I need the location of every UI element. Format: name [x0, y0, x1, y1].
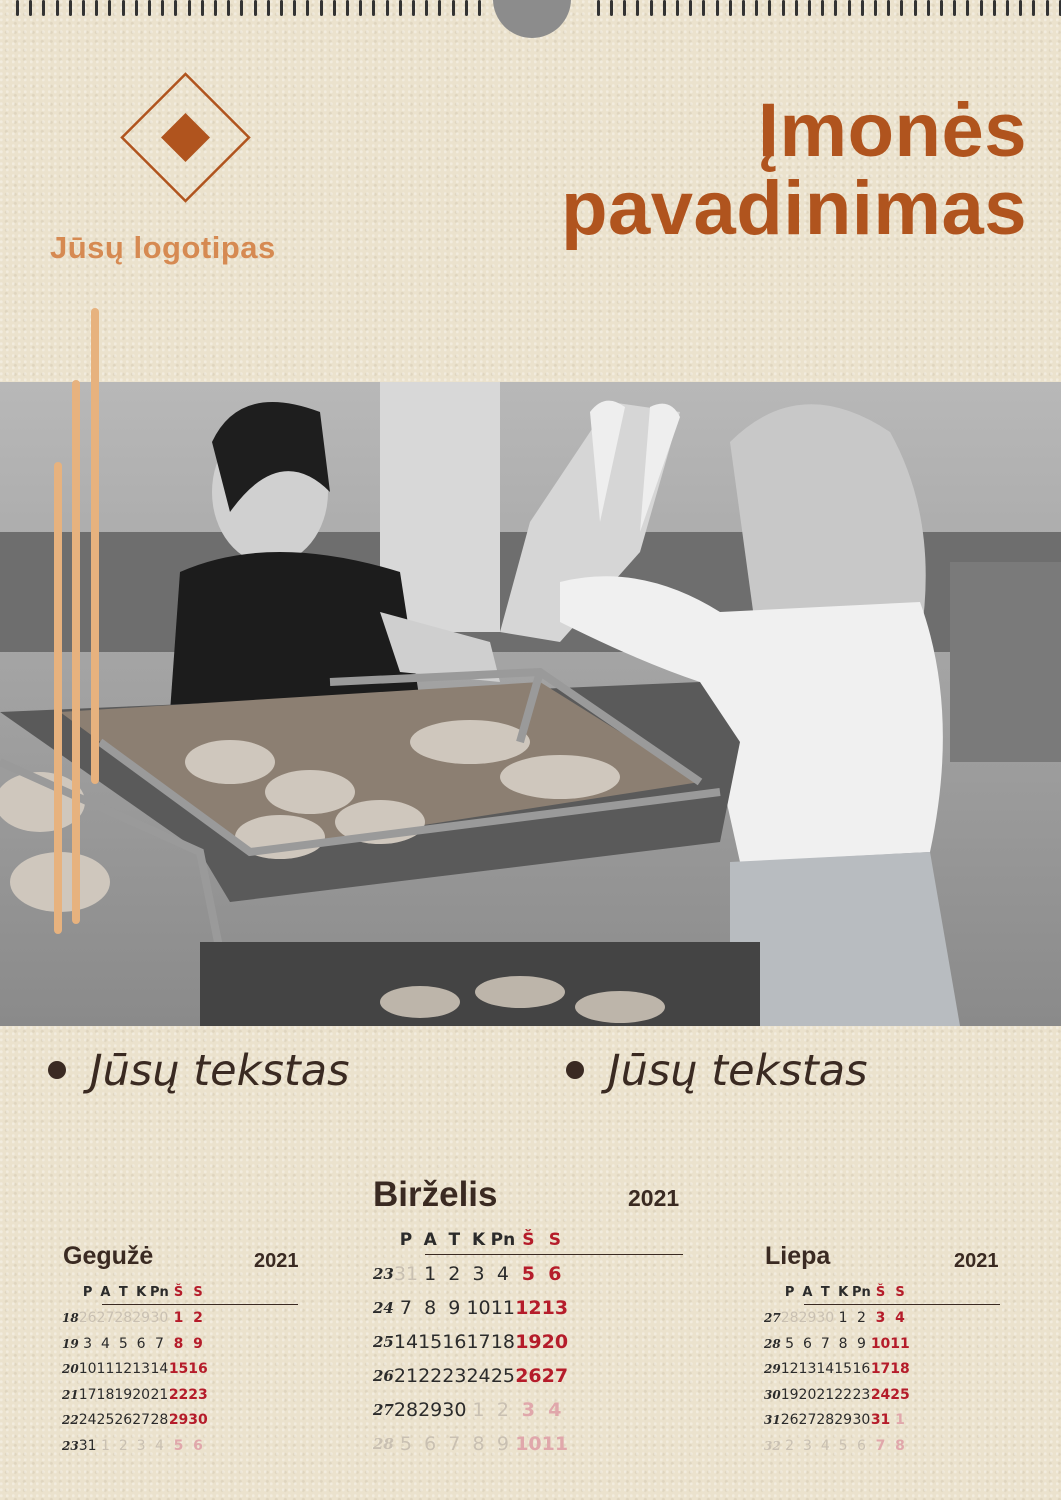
text-block-left	[48, 1046, 350, 1096]
calendar-day: 27	[96, 1310, 115, 1327]
binding-ring	[716, 0, 719, 16]
calendar-day: 11	[890, 1335, 910, 1352]
binding-ring	[161, 0, 164, 16]
binding-ring	[993, 0, 996, 16]
calendar-day: 6	[136, 1335, 146, 1352]
calendar-day: 9	[856, 1335, 866, 1352]
calendar-day: 28	[114, 1310, 133, 1327]
calendar-day: 29	[798, 1310, 817, 1327]
weekday-header: Š	[875, 1285, 886, 1301]
calendar-day: 23	[442, 1365, 467, 1387]
bullet-icon	[48, 1061, 66, 1079]
calendar-day: 10	[78, 1361, 97, 1378]
binding-ring	[900, 0, 903, 16]
binding-ring	[452, 0, 455, 16]
binding-ring	[966, 0, 969, 16]
week-header-blank	[60, 1280, 79, 1306]
calendar-day: 27	[541, 1365, 569, 1387]
calendar-day: 22	[168, 1386, 189, 1403]
binding-ring	[135, 0, 138, 16]
calendar-day: 8	[895, 1437, 905, 1454]
calendar-week-row	[60, 1382, 208, 1408]
weekday-header: K	[471, 1230, 486, 1250]
calendar-day: 28	[150, 1412, 169, 1429]
calendar-day: 22	[418, 1365, 443, 1387]
weekday-header: A	[802, 1285, 813, 1301]
calendar-day: 11	[96, 1361, 115, 1378]
week-number: 27	[373, 1401, 394, 1419]
binding-ring	[887, 0, 890, 16]
calendar-day: 5	[399, 1433, 413, 1455]
calendar-day: 26	[78, 1310, 97, 1327]
calendar-month: Birželis	[373, 1175, 498, 1214]
calendar-day: 2	[496, 1399, 509, 1421]
binding-ring	[782, 0, 785, 16]
weekday-header: T	[118, 1285, 128, 1301]
binding-ring	[201, 0, 204, 16]
calendar-day: 12	[780, 1361, 799, 1378]
calendar-day: 1	[173, 1310, 184, 1327]
calendar-day: 29	[418, 1399, 443, 1421]
calendar-week-row	[60, 1331, 208, 1357]
company-name-line1: Įmonės	[757, 88, 1027, 173]
calendar-day: 12	[114, 1361, 133, 1378]
calendar-day: 27	[132, 1412, 151, 1429]
binding-ring	[42, 0, 45, 16]
calendar-day: 8	[173, 1335, 184, 1352]
weekday-header: T	[820, 1285, 830, 1301]
binding-ring	[795, 0, 798, 16]
calendar-day: 3	[136, 1437, 146, 1454]
calendar-day: 9	[496, 1433, 509, 1455]
calendar-day: 28	[780, 1310, 799, 1327]
decorative-lines	[0, 300, 120, 950]
week-number: 23	[62, 1438, 79, 1453]
calendar-week-row	[371, 1359, 568, 1393]
calendar-day: 4	[496, 1263, 509, 1285]
calendar-week-row	[371, 1291, 568, 1325]
binding-ring	[597, 0, 600, 16]
binding-ring	[1006, 0, 1009, 16]
calendar-day: 2	[856, 1310, 866, 1327]
binding-ring	[29, 0, 32, 16]
calendar-day: 1	[100, 1437, 110, 1454]
calendar-day: 19	[515, 1331, 542, 1353]
binding-ring	[333, 0, 336, 16]
calendar-day: 13	[132, 1361, 151, 1378]
calendar-day: 17	[466, 1331, 491, 1353]
calendar-month: Gegužė	[63, 1242, 154, 1270]
weekday-header: K	[838, 1285, 849, 1301]
calendar-week-row	[371, 1257, 568, 1291]
calendar-day: 5	[173, 1437, 184, 1454]
weekday-header: A	[100, 1285, 111, 1301]
calendar-day: 15	[168, 1361, 189, 1378]
calendar-day: 7	[820, 1335, 830, 1352]
calendar-week-row	[60, 1306, 208, 1332]
weekday-header: K	[136, 1285, 147, 1301]
binding-ring	[69, 0, 72, 16]
calendar-day: 29	[834, 1412, 853, 1429]
calendar-day: 7	[154, 1335, 164, 1352]
binding-ring	[980, 0, 983, 16]
week-number: 20	[62, 1362, 79, 1377]
week-number: 19	[62, 1336, 79, 1351]
weekday-header: Pn	[490, 1230, 516, 1250]
week-number: 26	[373, 1367, 394, 1385]
calendar-day: 2	[193, 1310, 203, 1327]
week-number: 30	[764, 1387, 781, 1402]
calendar-day: 12	[515, 1297, 542, 1319]
calendar-day: 4	[154, 1437, 164, 1454]
calendar-day: 19	[114, 1386, 133, 1403]
calendar-day: 24	[466, 1365, 491, 1387]
calendar-day: 3	[521, 1399, 536, 1421]
binding-ring	[56, 0, 59, 16]
binding-ring	[227, 0, 230, 16]
binding-ring	[848, 0, 851, 16]
binding-ring	[650, 0, 653, 16]
week-number: 28	[373, 1435, 394, 1453]
calendar-day: 18	[890, 1361, 910, 1378]
calendar-day: 4	[100, 1335, 110, 1352]
calendar-day: 15	[834, 1361, 853, 1378]
calendar-day: 25	[890, 1386, 910, 1403]
calendar-day: 25	[96, 1412, 115, 1429]
weekday-header: Pn	[852, 1285, 871, 1301]
calendar-day: 3	[802, 1437, 812, 1454]
calendar-day: 24	[78, 1412, 97, 1429]
binding-ring	[214, 0, 217, 16]
calendar-day: 15	[418, 1331, 443, 1353]
binding-ring	[267, 0, 270, 16]
calendar-day: 20	[541, 1331, 569, 1353]
binding-ring	[293, 0, 296, 16]
calendar-week-row	[762, 1408, 910, 1434]
binding-ring	[821, 0, 824, 16]
calendar-day: 6	[193, 1437, 203, 1454]
weekday-header: S	[193, 1285, 203, 1301]
binding-ring	[399, 0, 402, 16]
binding-ring	[359, 0, 362, 16]
binding-ring	[438, 0, 441, 16]
calendar-day: 13	[798, 1361, 817, 1378]
calendar-day: 11	[541, 1433, 569, 1455]
calendar-day: 31	[870, 1412, 891, 1429]
calendar-day: 16	[852, 1361, 871, 1378]
weekday-header: S	[895, 1285, 905, 1301]
binding-ring	[174, 0, 177, 16]
text-block-right	[566, 1046, 868, 1096]
calendar-day: 10	[870, 1335, 891, 1352]
calendar-week-row	[60, 1433, 208, 1459]
calendar-day: 2	[785, 1437, 795, 1454]
binding-ring	[729, 0, 732, 16]
week-number: 21	[62, 1387, 79, 1402]
calendar-week-row	[762, 1433, 910, 1459]
calendar-day: 9	[193, 1335, 203, 1352]
calendar-week-row	[60, 1408, 208, 1434]
binding-ring	[636, 0, 639, 16]
calendar-day: 7	[875, 1437, 886, 1454]
weekday-header: Š	[173, 1285, 184, 1301]
calendar-day: 3	[875, 1310, 886, 1327]
calendar-week-row	[762, 1331, 910, 1357]
calendar-day: 29	[132, 1310, 151, 1327]
binding-ring	[280, 0, 283, 16]
calendar-day: 3	[83, 1335, 93, 1352]
binding-ring	[465, 0, 468, 16]
weekday-header: P	[399, 1230, 413, 1250]
calendar-day: 23	[188, 1386, 208, 1403]
week-number: 28	[764, 1336, 781, 1351]
binding-ring	[386, 0, 389, 16]
binding-ring	[16, 0, 19, 16]
binding-ring	[676, 0, 679, 16]
week-number: 25	[373, 1333, 394, 1351]
week-number: 23	[373, 1265, 394, 1283]
weekday-header: T	[448, 1230, 461, 1250]
week-header-blank	[371, 1223, 394, 1257]
calendar-week-row	[762, 1357, 910, 1383]
calendar-day: 9	[448, 1297, 461, 1319]
binding-ring	[861, 0, 864, 16]
weekday-header: P	[82, 1285, 93, 1301]
calendar-day: 2	[118, 1437, 128, 1454]
calendar-day: 6	[424, 1433, 437, 1455]
calendar-day: 30	[442, 1399, 467, 1421]
text-right: Jūsų tekstas	[608, 1046, 868, 1096]
weekday-header: Š	[522, 1230, 535, 1250]
calendar-day: 2	[448, 1263, 461, 1285]
binding-ring	[689, 0, 692, 16]
calendar-week-row	[371, 1393, 568, 1427]
binding-ring	[808, 0, 811, 16]
calendar-day: 5	[521, 1263, 536, 1285]
calendar-day: 7	[399, 1297, 413, 1319]
binding-ring	[742, 0, 745, 16]
binding-ring	[188, 0, 191, 16]
binding-ring	[927, 0, 930, 16]
calendar-day: 31	[78, 1437, 97, 1454]
calendar-day: 1	[895, 1412, 905, 1429]
calendar-day: 30	[188, 1412, 208, 1429]
calendar-day: 18	[490, 1331, 515, 1353]
week-header-blank	[762, 1280, 781, 1306]
calendar-day: 11	[490, 1297, 515, 1319]
binding-ring	[623, 0, 626, 16]
binding-ring	[1019, 0, 1022, 16]
binding-ring	[914, 0, 917, 16]
calendar-day: 10	[515, 1433, 542, 1455]
calendar-day: 6	[802, 1335, 812, 1352]
calendar-day: 13	[541, 1297, 569, 1319]
calendar-day: 22	[834, 1386, 853, 1403]
calendar-day: 26	[780, 1412, 799, 1429]
binding-ring	[1046, 0, 1049, 16]
calendar-day: 20	[132, 1386, 151, 1403]
calendar-week-row	[371, 1325, 568, 1359]
binding-ring	[874, 0, 877, 16]
binding-ring	[663, 0, 666, 16]
week-number: 31	[764, 1413, 781, 1428]
weekday-header: A	[423, 1230, 437, 1250]
calendar-day: 4	[820, 1437, 830, 1454]
calendar-day: 8	[838, 1335, 848, 1352]
binding-ring	[1032, 0, 1035, 16]
calendar-month: Liepa	[765, 1242, 831, 1270]
binding-ring	[412, 0, 415, 16]
calendar-day: 14	[816, 1361, 835, 1378]
calendar-day: 6	[856, 1437, 866, 1454]
calendar-year: 2021	[254, 1250, 299, 1272]
week-number: 29	[764, 1362, 781, 1377]
binding-ring	[320, 0, 323, 16]
calendar-day: 24	[870, 1386, 891, 1403]
binding-ring	[940, 0, 943, 16]
calendar-day: 8	[472, 1433, 485, 1455]
logo-label: Jūsų logotipas	[50, 230, 276, 265]
calendar-day: 28	[393, 1399, 419, 1421]
binding-ring	[148, 0, 151, 16]
calendar-day: 4	[548, 1399, 562, 1421]
calendar-day: 14	[393, 1331, 419, 1353]
calendar-day: 29	[168, 1412, 189, 1429]
calendar-day: 6	[548, 1263, 562, 1285]
calendar-year: 2021	[628, 1185, 680, 1211]
company-name-line2: pavadinimas	[561, 166, 1027, 251]
calendar-day: 3	[472, 1263, 485, 1285]
binding-ring	[346, 0, 349, 16]
calendar-week-row	[762, 1382, 910, 1408]
binding-ring	[610, 0, 613, 16]
calendar-week-row	[762, 1306, 910, 1332]
weekday-header: Pn	[150, 1285, 169, 1301]
calendar-day: 8	[424, 1297, 437, 1319]
calendar-day: 21	[816, 1386, 835, 1403]
binding-ring	[834, 0, 837, 16]
binding-ring	[254, 0, 257, 16]
binding-ring	[702, 0, 705, 16]
calendar-day: 23	[852, 1386, 871, 1403]
binding-ring	[306, 0, 309, 16]
calendar-day: 10	[466, 1297, 491, 1319]
calendar-day: 5	[118, 1335, 128, 1352]
calendar-day: 26	[515, 1365, 542, 1387]
calendar-day: 27	[798, 1412, 817, 1429]
binding-ring	[755, 0, 758, 16]
binding-ring	[122, 0, 125, 16]
diamond-logo-icon	[118, 70, 253, 205]
weekday-header: S	[548, 1230, 561, 1250]
week-number: 24	[373, 1299, 394, 1317]
week-number: 27	[764, 1311, 781, 1326]
week-number: 32	[764, 1438, 781, 1453]
hanger-hole	[493, 0, 571, 38]
calendar-day: 20	[798, 1386, 817, 1403]
calendar-day: 21	[393, 1365, 419, 1387]
calendar-day: 4	[895, 1310, 905, 1327]
calendar-day: 1	[424, 1263, 437, 1285]
calendar-day: 21	[150, 1386, 169, 1403]
week-number: 18	[62, 1311, 79, 1326]
calendar-day: 28	[816, 1412, 835, 1429]
binding-ring	[372, 0, 375, 16]
bakery-photo	[0, 382, 1061, 1026]
binding-ring	[425, 0, 428, 16]
company-name	[427, 88, 1027, 251]
calendar-day: 30	[816, 1310, 835, 1327]
binding-ring	[478, 0, 481, 16]
weekday-header: P	[784, 1285, 795, 1301]
calendar-day: 1	[472, 1399, 485, 1421]
calendar-day: 25	[490, 1365, 515, 1387]
binding-ring	[240, 0, 243, 16]
calendar-day: 30	[852, 1412, 871, 1429]
bullet-icon	[566, 1061, 584, 1079]
calendar-year: 2021	[954, 1250, 999, 1272]
calendar-week-row	[371, 1427, 568, 1461]
calendar-day: 1	[838, 1310, 848, 1327]
binding-ring	[95, 0, 98, 16]
binding-ring	[82, 0, 85, 16]
binding-ring	[768, 0, 771, 16]
calendar-day: 31	[393, 1263, 419, 1285]
calendar-day: 5	[785, 1335, 795, 1352]
calendar-day: 26	[114, 1412, 133, 1429]
calendar-day: 19	[780, 1386, 799, 1403]
calendar-day: 7	[448, 1433, 461, 1455]
calendar-week-row	[60, 1357, 208, 1383]
calendar-day: 14	[150, 1361, 169, 1378]
calendar-day: 16	[188, 1361, 208, 1378]
calendar-day: 18	[96, 1386, 115, 1403]
binding-ring	[108, 0, 111, 16]
calendar-day: 17	[78, 1386, 97, 1403]
calendar-day: 5	[838, 1437, 848, 1454]
week-number: 22	[62, 1413, 79, 1428]
calendar-day: 16	[442, 1331, 467, 1353]
calendar-day: 30	[150, 1310, 169, 1327]
binding-ring	[953, 0, 956, 16]
text-left: Jūsų tekstas	[90, 1046, 350, 1096]
calendar-day: 17	[870, 1361, 891, 1378]
